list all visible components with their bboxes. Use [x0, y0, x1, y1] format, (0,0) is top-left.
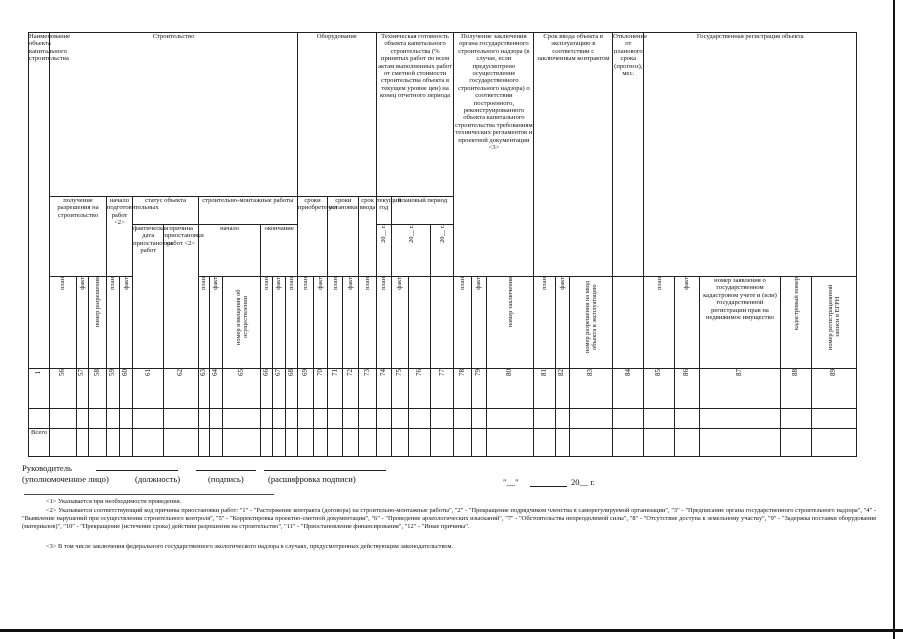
table-cell — [486, 429, 534, 457]
table-cell — [343, 429, 359, 457]
column-number-cell: 87 — [700, 369, 781, 409]
header-object-status: статус объекта — [133, 197, 199, 225]
leaf-current-fact: факт — [391, 277, 408, 369]
table-cell — [391, 409, 408, 429]
column-number-cell: 85 — [644, 369, 674, 409]
leaf-install-fact: факт — [343, 277, 359, 369]
leaf-current-plan: план — [376, 277, 391, 369]
table-cell — [780, 429, 811, 457]
column-number-cell: 71 — [328, 369, 343, 409]
table-cell — [223, 429, 261, 457]
date-month-line — [530, 486, 567, 487]
table-cell — [376, 409, 391, 429]
table-cell — [106, 429, 119, 457]
footnote-3: <3> В том числе заключения федерального государственного экологического надзора в случаях, предусмотренных действующим законодательством. — [46, 543, 454, 550]
table-cell — [164, 429, 198, 457]
header-permit: получение разрешения на строительство — [50, 197, 107, 277]
table-cell — [272, 409, 285, 429]
leaf-permit-fact: факт — [76, 277, 88, 369]
table-cell — [50, 409, 76, 429]
leaf-end-fact: факт — [272, 277, 285, 369]
leaf-install-plan: план — [328, 277, 343, 369]
leaf-plan-y1 — [408, 277, 430, 369]
column-number-cell: 88 — [780, 369, 811, 409]
table-cell — [555, 409, 569, 429]
header-equipment-install: сроки установки — [328, 197, 359, 277]
table-cell — [164, 409, 198, 429]
table-cell — [359, 409, 376, 429]
date-day: "__" — [503, 477, 519, 487]
table-cell — [297, 429, 313, 457]
header-equipment: Оборудование — [297, 33, 376, 197]
table-cell — [431, 429, 454, 457]
table-row-total — [29, 429, 857, 457]
leaf-egrn-number: номер регистрационной записи в ЕГРН — [812, 277, 857, 369]
table-cell — [644, 429, 674, 457]
column-number-cell: 81 — [534, 369, 555, 409]
table-cell — [569, 409, 612, 429]
signature-line-position — [96, 470, 178, 471]
leaf-concl-plan: план — [454, 277, 471, 369]
column-number-cell: 76 — [408, 369, 430, 409]
total-label: Всего — [29, 429, 50, 457]
table-cell — [486, 409, 534, 429]
table-cell — [88, 409, 106, 429]
signature-sign-label: (подпись) — [208, 474, 244, 484]
column-number-cell: 77 — [431, 369, 454, 409]
leaf-commission-permit-number: номер разрешения на ввод объекта в эксплуатацию — [569, 277, 612, 369]
report-table — [28, 32, 857, 457]
table-cell — [343, 409, 359, 429]
column-number-cell: 69 — [297, 369, 313, 409]
header-year-plan-1: 20__ г. — [391, 225, 430, 277]
leaf-concl-fact: факт — [471, 277, 486, 369]
column-number-cell: 78 — [454, 369, 471, 409]
table-cell — [133, 429, 164, 457]
signature-position-label: (должность) — [135, 474, 181, 484]
column-number-cell: 80 — [486, 369, 534, 409]
table-cell — [471, 429, 486, 457]
scan-edge-bottom — [0, 629, 903, 632]
header-deviation: Отклонение от планового срока (прогноз), мес. — [613, 33, 644, 277]
table-cell — [328, 429, 343, 457]
column-number-cell: 63 — [198, 369, 209, 409]
table-cell — [700, 429, 781, 457]
header-current-year: текущий год — [376, 197, 391, 225]
table-cell — [569, 429, 612, 457]
header-year-current: 20__ г. — [376, 225, 391, 277]
table-cell — [674, 409, 699, 429]
header-works-end: окончание — [261, 225, 297, 277]
header-planned-period: плановый период — [391, 197, 454, 225]
table-cell — [674, 429, 699, 457]
header-equipment-purchase: сроки приобретения — [297, 197, 327, 277]
column-number-row — [29, 369, 857, 409]
leaf-comm-plan: план — [534, 277, 555, 369]
header-prep-start: начало подготовительных работ <2> — [106, 197, 132, 277]
table-cell — [454, 429, 471, 457]
header-commissioning-term: Срок ввода объекта в эксплуатацию в соответствии с заключенным контрактом — [534, 33, 613, 277]
header-object-name: Наименование объекта капитального строительства — [29, 33, 50, 369]
leaf-plan-y2 — [431, 277, 454, 369]
table-cell — [76, 429, 88, 457]
column-number-cell: 58 — [88, 369, 106, 409]
table-cell — [119, 409, 132, 429]
leaf-prep-fact: факт — [119, 277, 132, 369]
table-cell — [106, 409, 119, 429]
table-cell — [223, 409, 261, 429]
table-cell — [297, 409, 313, 429]
column-number-cell: 68 — [285, 369, 297, 409]
leaf-purchase-fact: факт — [314, 277, 328, 369]
column-number-cell: 64 — [209, 369, 222, 409]
table-cell — [261, 409, 272, 429]
leaf-deviation — [613, 277, 644, 369]
leaf-cadastral-number: кадастровый номер — [780, 277, 811, 369]
scan-edge-right — [893, 0, 895, 639]
leaf-notice-number: номер извещения об осуществлении — [223, 277, 261, 369]
column-number-cell: 59 — [106, 369, 119, 409]
header-year-plan-2: 20__ г. — [431, 225, 454, 277]
table-cell — [133, 409, 164, 429]
leaf-reg-plan: план — [644, 277, 674, 369]
signature-line-decode — [264, 470, 386, 471]
table-cell — [359, 429, 376, 457]
column-number-cell: 65 — [223, 369, 261, 409]
column-number-cell: 74 — [376, 369, 391, 409]
leaf-reg-fact: факт — [674, 277, 699, 369]
signature-head-label: Руководитель — [22, 463, 72, 473]
table-cell — [613, 409, 644, 429]
table-cell — [613, 429, 644, 457]
table-cell — [408, 429, 430, 457]
column-number-cell: 61 — [133, 369, 164, 409]
leaf-cadastre-application: номер заявления о государственном кадастровом учете и (или) государственной регистрации прав на недвижимое имущество — [700, 277, 781, 369]
header-suspension-reason: причина приостановки работ <2> — [164, 225, 198, 369]
table-cell — [209, 409, 222, 429]
column-number-cell: 1 — [29, 369, 50, 409]
header-works-start: начало — [198, 225, 261, 277]
column-number-cell: 57 — [76, 369, 88, 409]
header-equipment-commission: срок ввода — [359, 197, 376, 277]
footnote-1: <1> Указывается при необходимости проведения. — [46, 498, 182, 505]
column-number-cell: 84 — [613, 369, 644, 409]
column-number-cell: 75 — [391, 369, 408, 409]
signature-decode-label: (расшифровка подписи) — [268, 474, 356, 484]
leaf-end-plan: план — [261, 277, 272, 369]
table-cell — [198, 429, 209, 457]
column-number-cell: 67 — [272, 369, 285, 409]
column-number-cell: 89 — [812, 369, 857, 409]
leaf-conclusion-number: номер заключения — [486, 277, 534, 369]
table-cell — [534, 409, 555, 429]
table-cell — [812, 429, 857, 457]
table-cell — [780, 409, 811, 429]
column-number-cell: 56 — [50, 369, 76, 409]
table-cell — [88, 429, 106, 457]
table-cell — [261, 429, 272, 457]
table-cell — [50, 429, 76, 457]
leaf-comm-fact: факт — [555, 277, 569, 369]
table-row-empty — [29, 409, 857, 429]
table-cell — [700, 409, 781, 429]
table-cell — [314, 429, 328, 457]
table-cell — [555, 429, 569, 457]
column-number-cell: 72 — [343, 369, 359, 409]
header-suspension-date: фактическая дата приостановки работ — [133, 225, 164, 369]
column-number-cell: 70 — [314, 369, 328, 409]
header-supervision-conclusion: Получение заключения органа государственного строительного надзора (в случае, если предусмотрено осуществление государственного строительного надзора) о соответствии построенного, реконструированного объекта капитального строительства требованиям технических регламентов и проектной документации <3> — [454, 33, 534, 277]
table-cell — [376, 429, 391, 457]
table-cell — [408, 409, 430, 429]
table-cell — [209, 429, 222, 457]
leaf-start-fact: факт — [209, 277, 222, 369]
table-cell — [285, 409, 297, 429]
signature-authorized-label: (уполномоченное лицо) — [22, 474, 109, 484]
table-cell — [198, 409, 209, 429]
leaf-permit-number: номер разрешения — [88, 277, 106, 369]
table-cell — [812, 409, 857, 429]
signature-line-sign — [196, 470, 256, 471]
column-number-cell: 79 — [471, 369, 486, 409]
column-number-cell: 66 — [261, 369, 272, 409]
date-year: 20__ г. — [571, 477, 596, 487]
leaf-end-extra: план — [285, 277, 297, 369]
table-cell — [285, 429, 297, 457]
header-construction: Строительство — [50, 33, 298, 197]
table-cell — [314, 409, 328, 429]
table-cell — [272, 429, 285, 457]
leaf-permit-plan: план — [50, 277, 76, 369]
footnote-separator — [24, 494, 274, 495]
table-cell — [119, 429, 132, 457]
table-cell — [29, 409, 50, 429]
table-cell — [76, 409, 88, 429]
header-technical-readiness: Техническая готовность объекта капитального строительства (% принятых работ по всем актам выполненных работ от сметной стоимости строительства объекта в текущем уровне цен) на конец отчетного периода — [376, 33, 454, 197]
table-cell — [471, 409, 486, 429]
leaf-purchase-plan: план — [297, 277, 313, 369]
leaf-commission-plan: план — [359, 277, 376, 369]
table-cell — [534, 429, 555, 457]
leaf-prep-plan: план — [106, 277, 119, 369]
footnote-2: <2> Указывается соответствующий код причины приостановки работ: "1" - "Расторжение контракта (договора) на строительно-монтажные работы", "2" - "Прекращение подрядчиком членства в саморегулируемой организации", "3" - "Предписание органа государственного строительного надзора", "4" - "Выявление нарушений при осуществлении строительного контроля", "5" - "Корректировка проектно-сметной документации", "6" - "Проведение археологических изысканий", "7" - "Обстоятельства непреодолимой силы", "8" - "Отсутствие доступа к земельному участку", "9" - "Задержка поставки оборудования (материалов)", "10" - "Прекращение (истечение срока) действия разрешения на строительство", "11" - "Приостановление финансирования", "12" - "Иные причины". — [22, 507, 876, 531]
column-number-cell: 73 — [359, 369, 376, 409]
column-number-cell: 62 — [164, 369, 198, 409]
table-cell — [644, 409, 674, 429]
header-construction-works: строительно-монтажные работы — [198, 197, 297, 225]
header-state-registration: Государственная регистрация объекта — [644, 33, 857, 277]
table-cell — [391, 429, 408, 457]
column-number-cell: 60 — [119, 369, 132, 409]
column-number-cell: 83 — [569, 369, 612, 409]
column-number-cell: 82 — [555, 369, 569, 409]
table-cell — [431, 409, 454, 429]
report-table-frame — [28, 32, 857, 461]
column-number-cell: 86 — [674, 369, 699, 409]
leaf-start-plan: план — [198, 277, 209, 369]
table-cell — [328, 409, 343, 429]
table-cell — [454, 409, 471, 429]
